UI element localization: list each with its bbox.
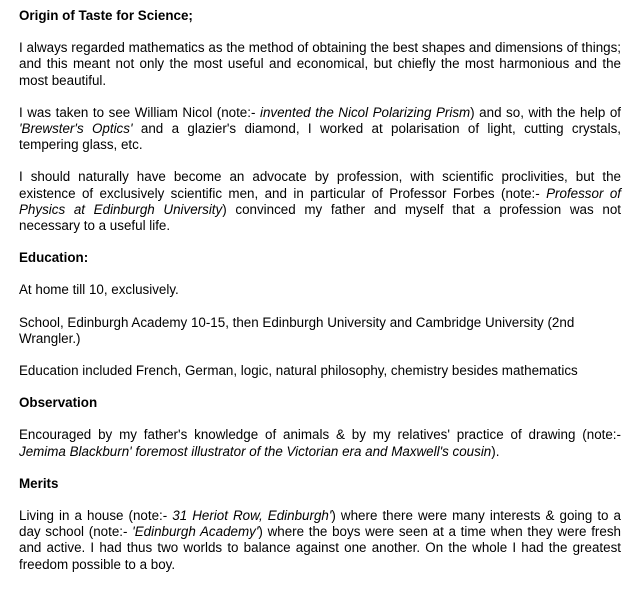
note-edinburgh-academy: 'Edinburgh Academy' xyxy=(132,524,259,540)
paragraph-profession xyxy=(19,169,621,234)
paragraph-school: School, Edinburgh Academy 10-15, then Edinburgh University and Cambridge University (2nd Wrangler.) xyxy=(19,314,575,346)
text-run: Living in a house (note:- xyxy=(19,508,173,524)
text-run: ) and so, with the help of xyxy=(470,104,621,120)
document-page xyxy=(19,8,621,573)
text-run: ). xyxy=(491,443,500,459)
section-heading-merits: Merits xyxy=(19,475,59,491)
section-heading-observation: Observation xyxy=(19,395,98,411)
note-jemima-blackburn: Jemima Blackburn' foremost illustrator of the Victorian era and Maxwell's cousin xyxy=(19,443,492,459)
paragraph-william-nicol xyxy=(19,105,621,154)
note-professor-forbes: Professor of Physics at Edinburgh University xyxy=(19,185,621,217)
section-heading-taste: Origin of Taste for Science; xyxy=(19,8,193,23)
paragraph-encouraged xyxy=(19,427,621,459)
text-run: Encouraged by my father's knowledge of animals & by my relatives' practice of drawing (note:- xyxy=(19,427,621,443)
text-run: I should naturally have become an advocate by profession, with scientific proclivities, but the existence of exclusively scientific men, and in particular of Professor Forbes (note:- xyxy=(19,169,621,201)
book-title-brewster: 'Brewster's Optics' xyxy=(19,121,133,137)
paragraph-subjects: Education included French, German, logic, natural philosophy, chemistry besides mathematics xyxy=(19,363,578,379)
text-run: I was taken to see William Nicol (note:- xyxy=(19,104,260,120)
text-run: and a glazier's diamond, I worked at polarisation of light, cutting crystals, tempering glass, etc. xyxy=(19,121,621,153)
text-run: ) convinced my father and myself that a profession was not necessary to a useful life. xyxy=(19,201,622,234)
note-heriot-row: 31 Heriot Row, Edinburgh' xyxy=(172,508,332,524)
text-run: ) where there were many interests & going to a day school (note:- xyxy=(19,508,621,540)
paragraph-home: At home till 10, exclusively. xyxy=(19,282,179,298)
paragraph-mathematics: I always regarded mathematics as the method of obtaining the best shapes and dimensions of things; and this meant not only the most useful and economical, but chiefly the most harmonious and the most beautiful. xyxy=(19,40,621,88)
paragraph-living xyxy=(19,508,621,573)
note-nicol-prism: invented the Nicol Polarizing Prism xyxy=(259,104,471,120)
text-run: ) where the boys were seen at a time when they were fresh and active. I had thus two worlds to balance against one another. On the whole I had the greatest freedom possible to a boy. xyxy=(19,524,621,572)
section-heading-education: Education: xyxy=(19,250,89,266)
